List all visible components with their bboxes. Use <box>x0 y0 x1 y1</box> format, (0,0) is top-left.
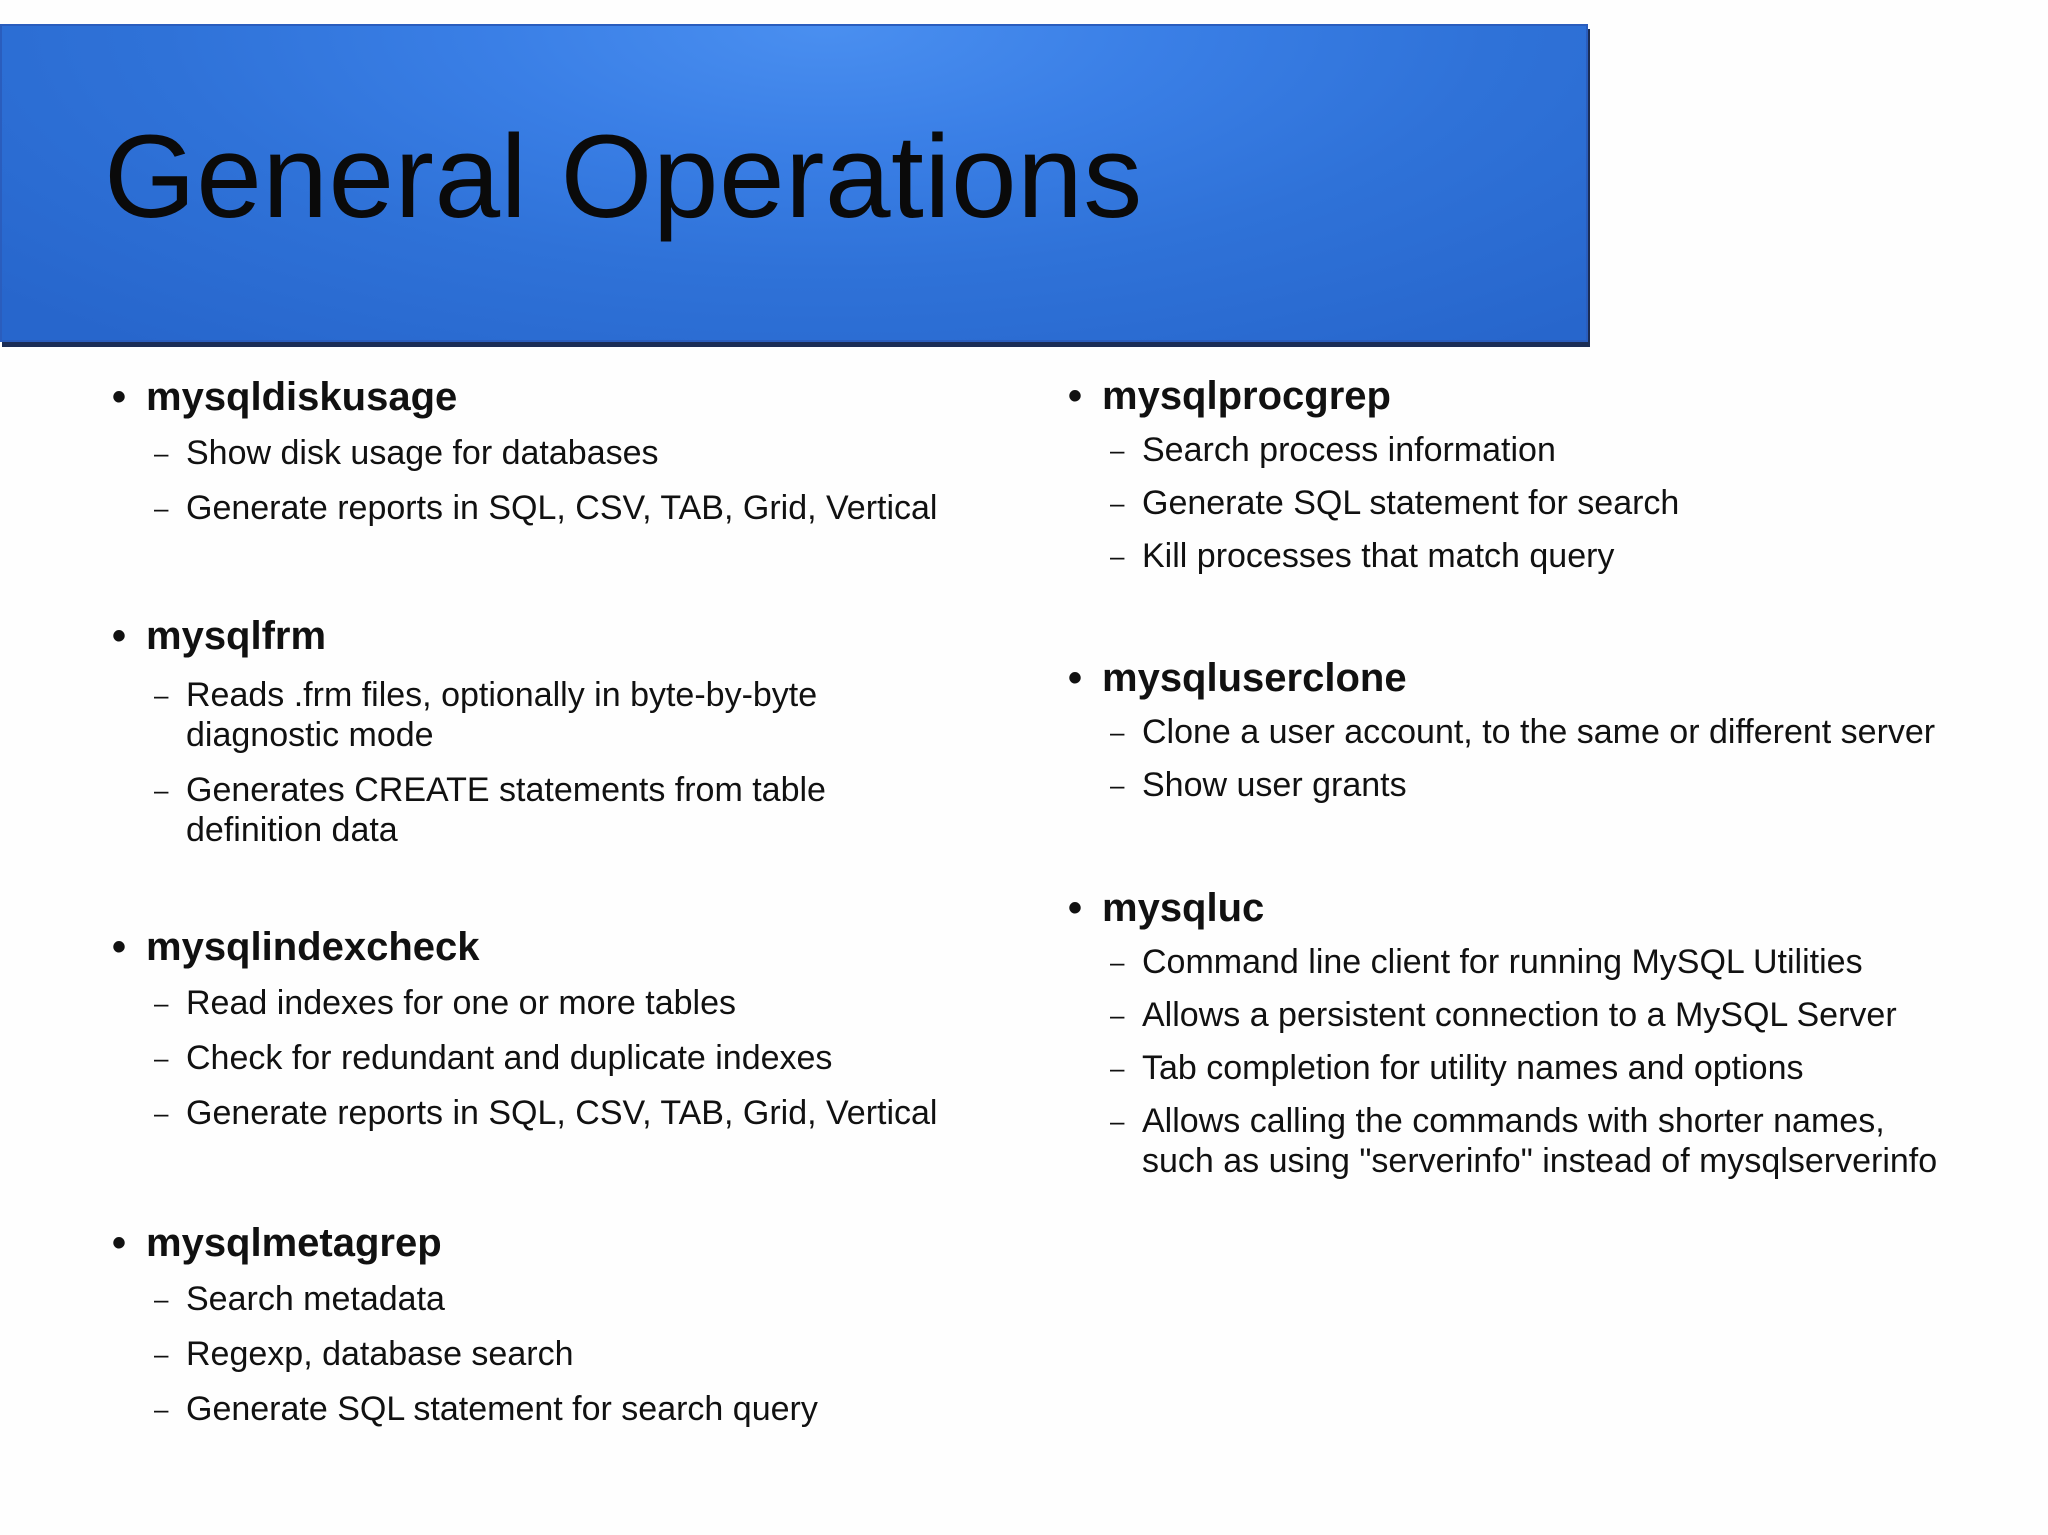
bullet-heading <box>1066 654 2016 702</box>
dash-icon: – <box>154 1339 169 1369</box>
dash-icon: – <box>1110 717 1125 747</box>
bullet-heading <box>1066 372 2016 420</box>
dash-icon: – <box>154 1098 169 1128</box>
sub-point: – Generates CREATE statements from table definition data <box>154 771 826 849</box>
bullet-item-mysqluserclone <box>1066 654 2016 805</box>
dash-icon: – <box>154 1394 169 1424</box>
bullet-item-mysqldiskusage <box>110 373 1030 528</box>
bullet-heading <box>110 923 1030 971</box>
dash-icon: – <box>154 1043 169 1073</box>
bullet-icon: • <box>112 1221 127 1265</box>
sub-point: – Command line client for running MySQL Utilities <box>1110 943 1863 981</box>
sub-point: – Search process information <box>1110 431 1556 469</box>
sub-point: – Read indexes for one or more tables <box>154 984 736 1022</box>
utility-name: mysqldiskusage <box>146 375 458 419</box>
dash-icon: – <box>1110 1106 1125 1136</box>
bullet-icon: • <box>112 925 127 969</box>
utility-name: mysqlindexcheck <box>146 925 480 969</box>
bullet-item-mysqlindexcheck <box>110 923 1030 1133</box>
sub-point: – Show disk usage for databases <box>154 434 659 472</box>
bullet-item-mysqlfrm <box>110 612 1030 850</box>
dash-icon: – <box>1110 1053 1125 1083</box>
bullet-item-mysqlmetagrep <box>110 1219 1030 1429</box>
slide-title: General Operations <box>104 111 1143 243</box>
sub-point: – Search metadata <box>154 1280 445 1318</box>
dash-icon: – <box>1110 947 1125 977</box>
bullet-heading <box>110 1219 1030 1267</box>
dash-icon: – <box>1110 435 1125 465</box>
dash-icon: – <box>154 988 169 1018</box>
sub-point: – Tab completion for utility names and options <box>1110 1049 1804 1087</box>
utility-name: mysqlfrm <box>146 614 327 658</box>
utility-name: mysqlprocgrep <box>1102 374 1391 418</box>
bullet-heading <box>110 612 1030 660</box>
bullet-icon: • <box>1068 656 1083 700</box>
bullet-icon: • <box>112 375 127 419</box>
bullet-icon: • <box>1068 374 1083 418</box>
sub-point: – Kill processes that match query <box>1110 537 1615 575</box>
sub-point: – Clone a user account, to the same or different server <box>1110 713 1936 751</box>
sub-point: – Regexp, database search <box>154 1335 574 1373</box>
dash-icon: – <box>154 680 169 710</box>
sub-point: – Generate SQL statement for search query <box>154 1390 818 1428</box>
dash-icon: – <box>154 493 169 523</box>
sub-point: – Show user grants <box>1110 766 1407 804</box>
bullet-heading <box>1066 884 2016 932</box>
sub-point: – Allows calling the commands with shorter names, such as using "serverinfo" instead of mysqlserverinfo <box>1110 1102 1938 1180</box>
dash-icon: – <box>154 1284 169 1314</box>
bullet-item-mysqlprocgrep <box>1066 372 2016 576</box>
dash-icon: – <box>1110 541 1125 571</box>
sub-point: – Check for redundant and duplicate indexes <box>154 1039 833 1077</box>
bullet-icon: • <box>112 614 127 658</box>
sub-point: – Reads .frm files, optionally in byte-by-byte diagnostic mode <box>154 676 818 754</box>
sub-point: – Generate SQL statement for search <box>1110 484 1680 522</box>
utility-name: mysqluserclone <box>1102 656 1407 700</box>
bullet-item-mysqluc <box>1066 884 2016 1181</box>
bullet-heading <box>110 373 1030 421</box>
utility-name: mysqluc <box>1102 886 1265 930</box>
bullet-icon: • <box>1068 886 1083 930</box>
dash-icon: – <box>154 775 169 805</box>
dash-icon: – <box>154 438 169 468</box>
dash-icon: – <box>1110 1000 1125 1030</box>
utility-name: mysqlmetagrep <box>146 1221 442 1265</box>
sub-point: – Allows a persistent connection to a MySQL Server <box>1110 996 1897 1034</box>
dash-icon: – <box>1110 488 1125 518</box>
sub-point: – Generate reports in SQL, CSV, TAB, Grid, Vertical <box>154 1094 938 1132</box>
sub-point: – Generate reports in SQL, CSV, TAB, Grid, Vertical <box>154 489 938 527</box>
dash-icon: – <box>1110 770 1125 800</box>
